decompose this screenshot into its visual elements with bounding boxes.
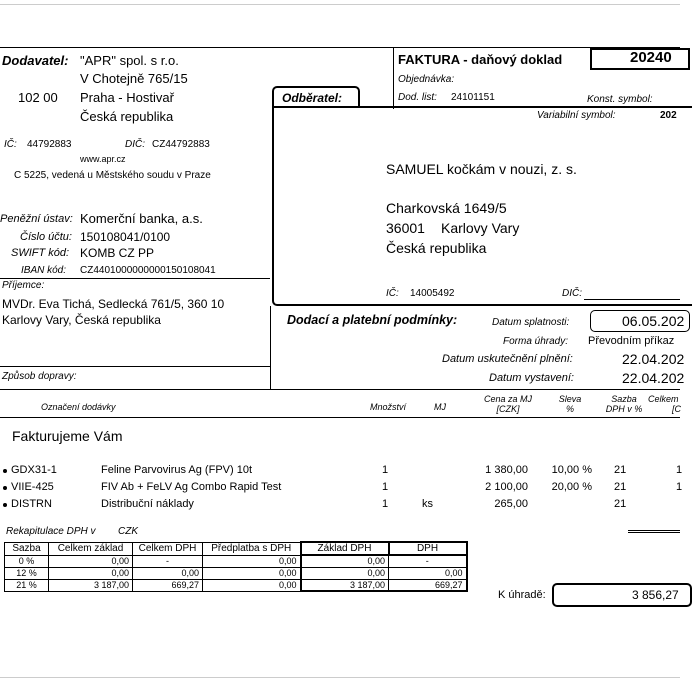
item-vat: 21 [614, 464, 627, 476]
account-number: 150108041/0100 [80, 230, 171, 244]
bank-name: Komerční banka, a.s. [80, 211, 203, 226]
swift-label: SWIFT kód: [11, 247, 70, 259]
recap-tax-base: 0,00 [301, 555, 389, 567]
delivery-note-label: Dod. list: [398, 92, 437, 103]
col-qty: Množství [370, 402, 407, 412]
item-unit: ks [422, 498, 433, 510]
recap-base: 0,00 [49, 555, 133, 567]
bullet-icon [3, 486, 7, 490]
recap-head-tax-base: Základ DPH [301, 542, 389, 555]
col-discount-1: Sleva [558, 394, 582, 404]
item-code: DISTRN [11, 498, 52, 510]
recap-prepaid: 0,00 [203, 567, 301, 579]
payment-label: Forma úhrady: [503, 336, 569, 347]
item-total: 1 [676, 464, 683, 476]
customer-dic-label: DIČ: [562, 288, 582, 299]
item-qty: 1 [382, 498, 389, 510]
recipient-label: Příjemce: [2, 280, 45, 291]
supplier-register: C 5225, vedená u Městského soudu v Praze [14, 170, 211, 181]
supplier-country: Česká republika [80, 109, 174, 124]
header-line [0, 47, 680, 48]
supplier-city: Praha - Hostivař [80, 90, 174, 105]
recap-tax: - [389, 555, 467, 567]
supplier-dic: CZ44792883 [152, 139, 210, 150]
col-discount-2: % [565, 404, 574, 414]
taxable-label: Datum uskutečnění plnění: [442, 353, 573, 365]
delivery-note: 24101151 [451, 92, 495, 103]
intro-text: Fakturujeme Vám [12, 428, 123, 444]
recap-head-prepaid: Předplatba s DPH [203, 542, 301, 555]
table-row [5, 555, 467, 567]
supplier-web[interactable]: www.apr.cz [80, 154, 126, 164]
recap-title: Rekapitulace DPH v [6, 526, 96, 537]
recap-rate: 0 % [5, 555, 49, 567]
supplier-label: Dodavatel: [2, 53, 69, 68]
customer-ico: 14005492 [410, 288, 455, 299]
bottom-edge [0, 677, 680, 678]
col-total-2: [C [672, 404, 681, 414]
item-vat: 21 [614, 498, 627, 510]
total-double-line [628, 530, 680, 533]
customer-box-top [360, 106, 680, 108]
item-code: GDX31-1 [11, 464, 57, 476]
customer-label: Odběratel: [282, 91, 343, 105]
header-divider [393, 47, 394, 109]
item-code: VIIE-425 [11, 481, 54, 493]
var-symbol-label: Variabilní symbol: [537, 110, 616, 121]
recap-head-rate: Sazba [5, 542, 49, 555]
supplier-ico-label: IČ: [4, 139, 17, 150]
top-edge [0, 4, 680, 5]
recap-tax: 0,00 [389, 567, 467, 579]
issued-label: Datum vystavení: [489, 372, 574, 384]
item-price: 265,00 [494, 498, 528, 510]
items-top-line [0, 389, 680, 390]
customer-zip: 36001 [386, 220, 425, 236]
recipient-line1: MVDr. Eva Tichá, Sedlecká 761/5, 360 10 [2, 297, 225, 311]
recap-tax-base: 0,00 [301, 567, 389, 579]
bank-label: Peněžní ústav: [0, 213, 73, 225]
iban-code: CZ4401000000000150108041 [80, 265, 216, 276]
terms-title: Dodací a platební podmínky: [287, 313, 458, 327]
due-label: Datum splatnosti: [492, 317, 570, 328]
col-total-1: Celkem [648, 394, 679, 404]
supplier-street: V Chotejně 765/15 [80, 71, 188, 86]
item-total: 1 [676, 481, 683, 493]
recap-prepaid: 0,00 [203, 579, 301, 591]
order-label: Objednávka: [398, 74, 455, 85]
col-unit: MJ [434, 402, 446, 412]
customer-ico-label: IČ: [386, 288, 399, 299]
col-price-1: Cena za MJ [483, 394, 533, 404]
recap-head-vat: Celkem DPH [133, 542, 203, 555]
payment-method: Převodním příkaz [588, 335, 675, 347]
terms-divider [270, 306, 271, 390]
recap-vat: 669,27 [133, 579, 203, 591]
due-date: 06.05.202 [622, 313, 685, 329]
supplier-ico: 44792883 [27, 139, 72, 150]
recap-rate: 21 % [5, 579, 49, 591]
swift-code: KOMB CZ PP [80, 246, 155, 260]
supplier-zip: 102 00 [18, 90, 58, 105]
recap-header-row [5, 542, 467, 555]
item-qty: 1 [382, 464, 389, 476]
bullet-icon [3, 503, 7, 507]
item-discount: 20,00 % [551, 481, 592, 493]
recap-base: 3 187,00 [49, 579, 133, 591]
recap-vat: 0,00 [133, 567, 203, 579]
recap-currency: CZK [118, 526, 138, 537]
issued-date: 22.04.202 [622, 370, 685, 386]
recap-table [4, 541, 468, 592]
supplier-name: "APR" spol. s r.o. [80, 53, 179, 68]
col-vat-1: Sazba [611, 394, 637, 404]
customer-name: SAMUEL kočkám v nouzi, z. s. [386, 161, 577, 177]
item-price: 2 100,00 [485, 481, 528, 493]
table-row [5, 579, 467, 591]
customer-city: Karlovy Vary [441, 220, 520, 236]
iban-label: IBAN kód: [21, 265, 67, 276]
recap-tax: 669,27 [389, 579, 467, 591]
recap-head-base: Celkem základ [49, 542, 133, 555]
account-label: Číslo účtu: [20, 231, 72, 243]
transport-label: Způsob dopravy: [2, 371, 77, 382]
taxable-date: 22.04.202 [622, 351, 685, 367]
recap-head-tax: DPH [389, 542, 467, 555]
customer-dic-line [584, 299, 680, 300]
transport-line [0, 366, 270, 367]
recap-rate: 12 % [5, 567, 49, 579]
customer-street: Charkovská 1649/5 [386, 200, 507, 216]
bullet-icon [3, 469, 7, 473]
const-symbol-label: Konst. symbol: [587, 94, 653, 105]
invoice-number: 20240 [630, 49, 672, 66]
item-desc: Distribuční náklady [101, 498, 194, 510]
table-row [5, 567, 467, 579]
customer-country: Česká republika [386, 240, 487, 256]
recap-vat: - [133, 555, 203, 567]
col-name: Označení dodávky [41, 402, 116, 412]
to-pay-amount: 3 856,27 [632, 588, 679, 602]
supplier-dic-label: DIČ: [125, 139, 145, 150]
item-desc: Feline Parvovirus Ag (FPV) 10t [101, 464, 253, 476]
col-vat-2: DPH v % [605, 404, 643, 414]
to-pay-label: K úhradě: [498, 589, 546, 601]
item-qty: 1 [382, 481, 389, 493]
item-vat: 21 [614, 481, 627, 493]
recap-tax-base: 3 187,00 [301, 579, 389, 591]
col-price-2: [CZK] [496, 404, 520, 414]
invoice-title: FAKTURA - daňový doklad [398, 52, 563, 67]
recipient-line2: Karlovy Vary, Česká republika [2, 313, 161, 327]
item-desc: FIV Ab + FeLV Ag Combo Rapid Test [101, 481, 282, 493]
recap-prepaid: 0,00 [203, 555, 301, 567]
item-discount: 10,00 % [551, 464, 592, 476]
recap-base: 0,00 [49, 567, 133, 579]
items-header-line [0, 417, 680, 418]
item-price: 1 380,00 [485, 464, 528, 476]
recipient-line [0, 278, 270, 279]
var-symbol: 202 [660, 110, 677, 121]
